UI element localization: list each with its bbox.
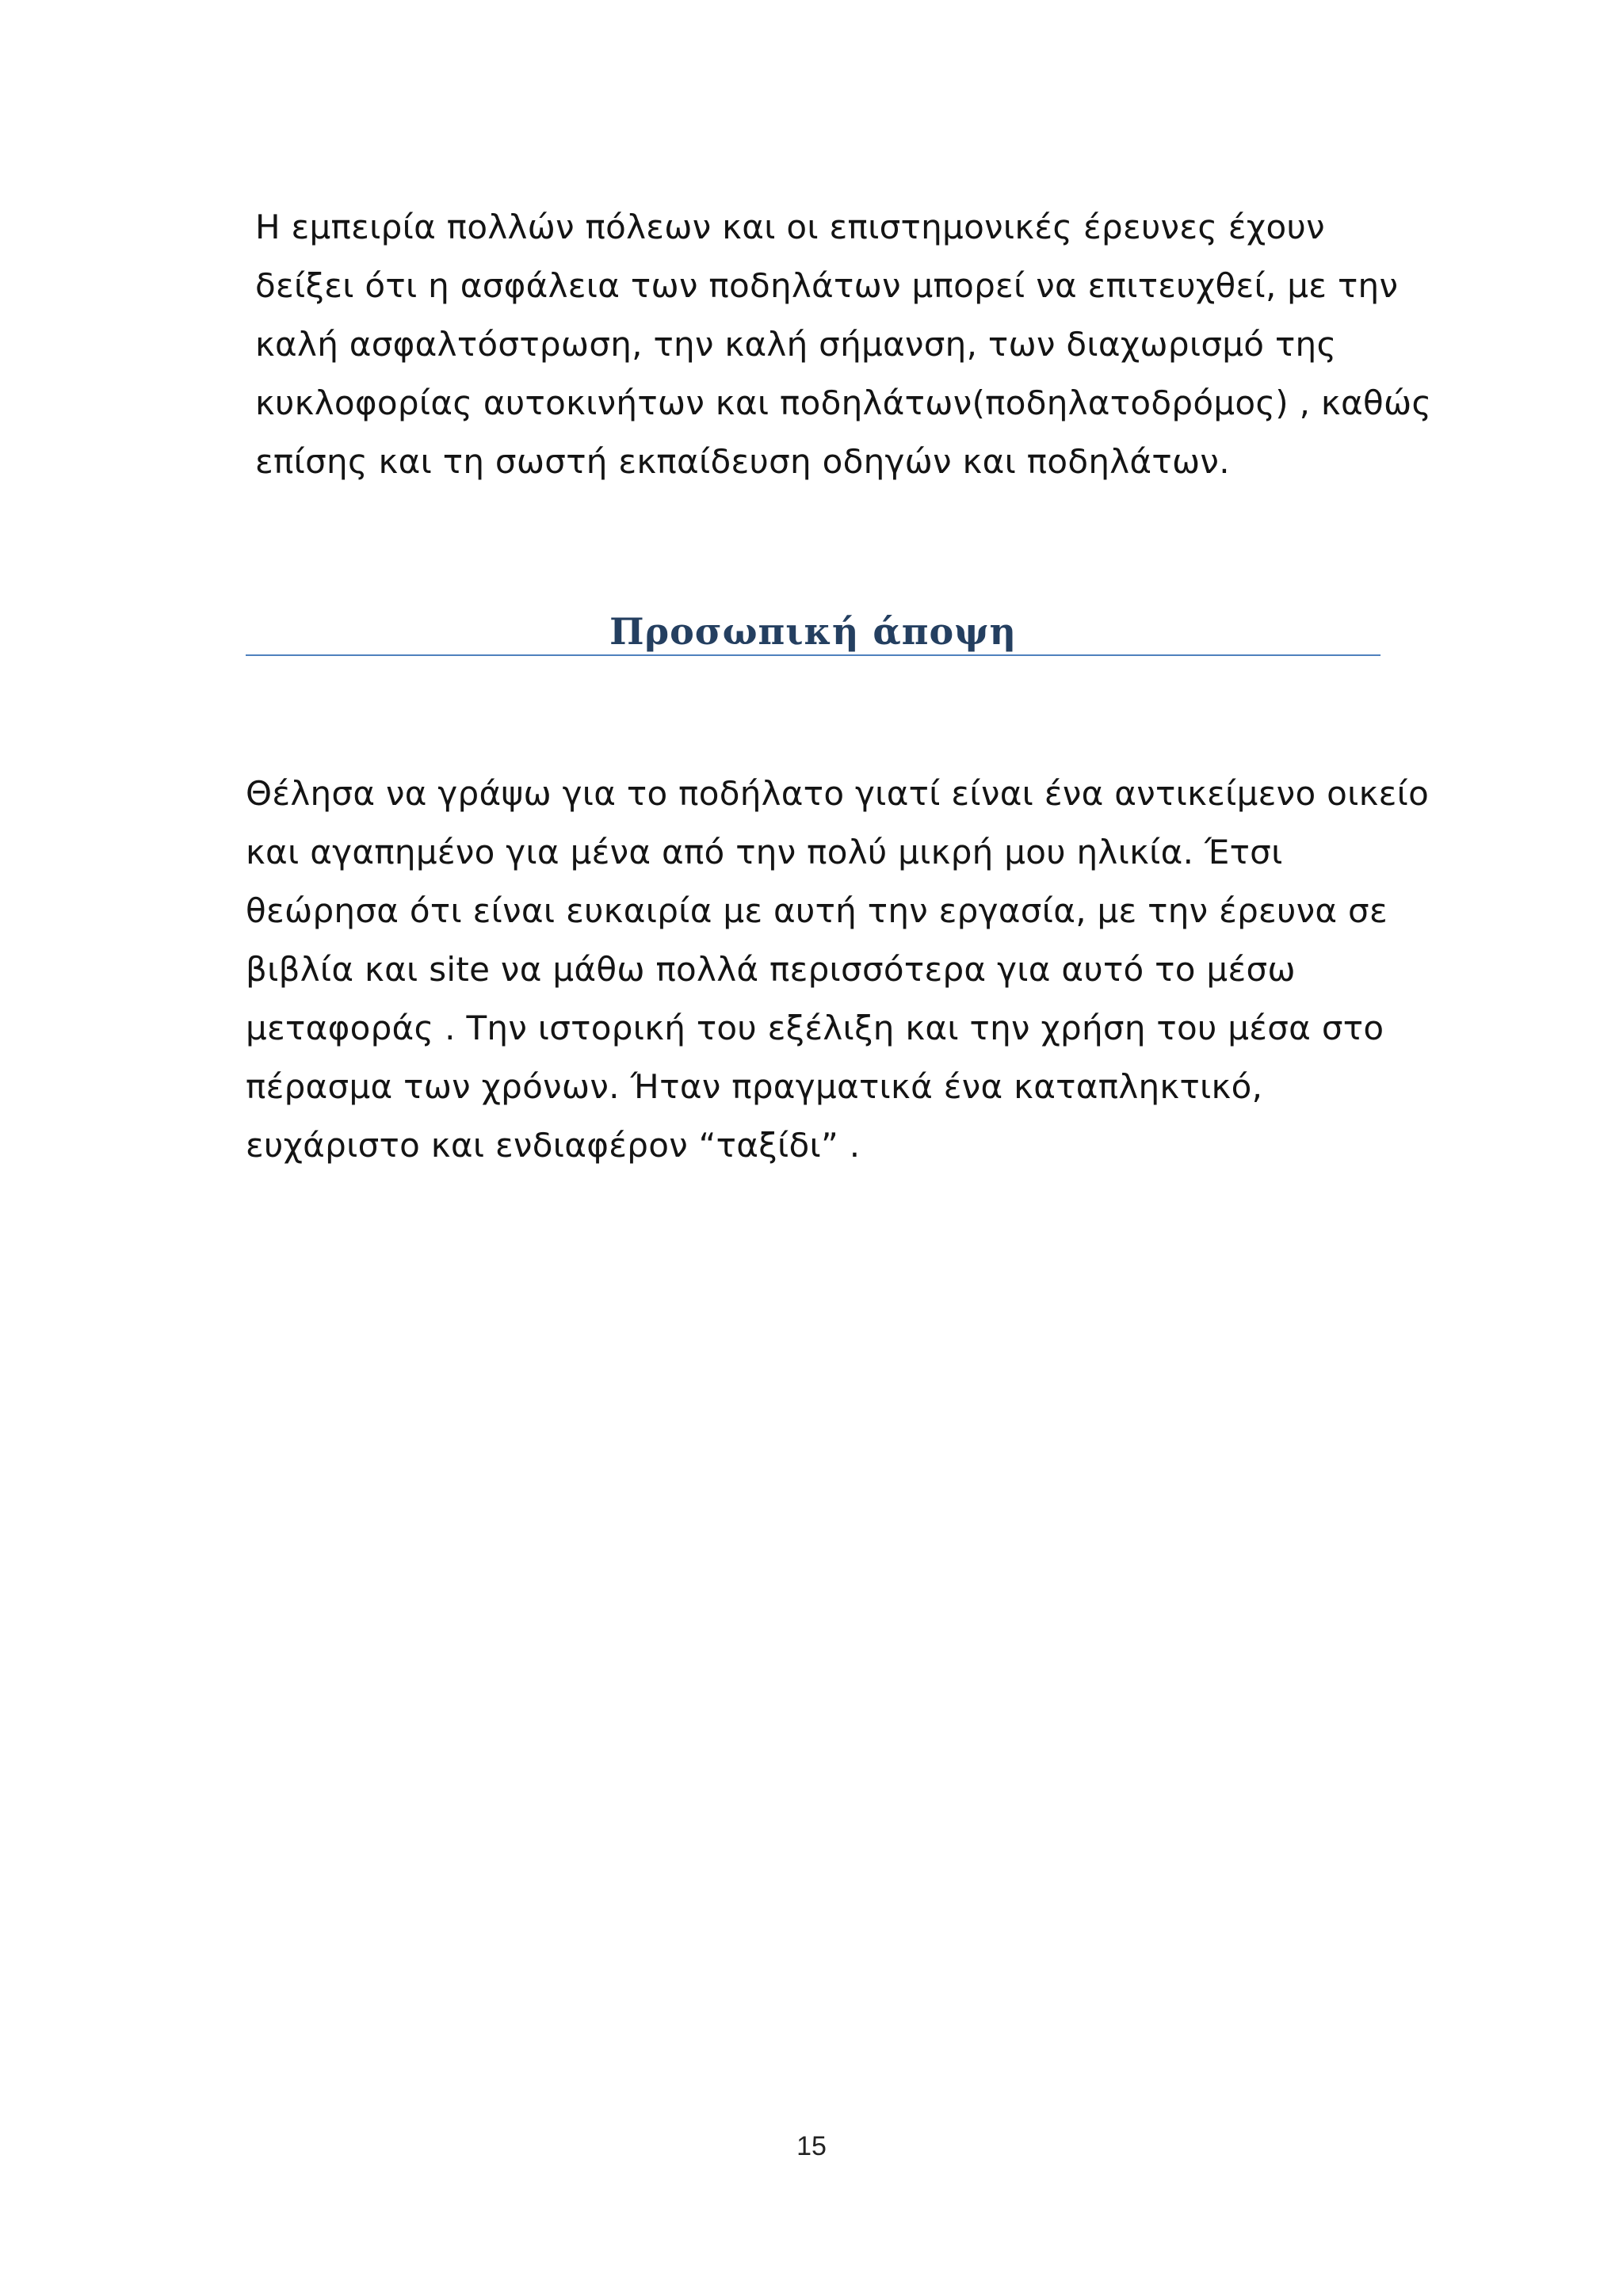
text-line: βιβλία και site να μάθω πολλά περισσότερα για αυτό το μέσω <box>246 950 1296 989</box>
paragraph-bicycle-safety <box>255 198 1431 491</box>
text-line: και αγαπημένο για μένα από την πολύ μικρή μου ηλικία. Έτσι <box>246 833 1283 871</box>
text-line: κυκλοφορίας αυτοκινήτων και ποδηλάτων(ποδηλατοδρόμος) , καθώς <box>255 383 1432 422</box>
text-line: θεώρησα ότι είναι ευκαιρία με αυτή την εργασία, με την έρευνα σε <box>246 891 1388 930</box>
text-line: πέρασμα των χρόνων. Ήταν πραγματικά ένα καταπληκτικό, <box>246 1067 1263 1106</box>
section-heading-rule <box>246 599 1381 656</box>
text-line: επίσης και τη σωστή εκπαίδευση οδηγών και ποδηλάτων. <box>255 442 1230 481</box>
text-line: δείξει ότι η ασφάλεια των ποδηλάτων μπορεί να επιτευχθεί, με την <box>255 266 1399 305</box>
paragraph-personal-opinion <box>246 765 1429 1175</box>
text-line: ευχάριστο και ενδιαφέρον “ταξίδι” . <box>246 1126 861 1165</box>
page-number: 15 <box>796 2131 827 2161</box>
section-heading: Προσωπική άποψη <box>609 610 1017 653</box>
text-line: καλή ασφαλτόστρωση, την καλή σήμανση, των διαχωρισμό της <box>255 325 1337 364</box>
text-line: Η εμπειρία πολλών πόλεων και οι επιστημονικές έρευνες έχουν <box>255 208 1325 246</box>
text-line: Θέλησα να γράψω για το ποδήλατο γιατί είναι ένα αντικείμενο οικείο <box>246 774 1430 813</box>
text-line: μεταφοράς . Την ιστορική του εξέλιξη και την χρήση του μέσα στο <box>246 1009 1384 1047</box>
